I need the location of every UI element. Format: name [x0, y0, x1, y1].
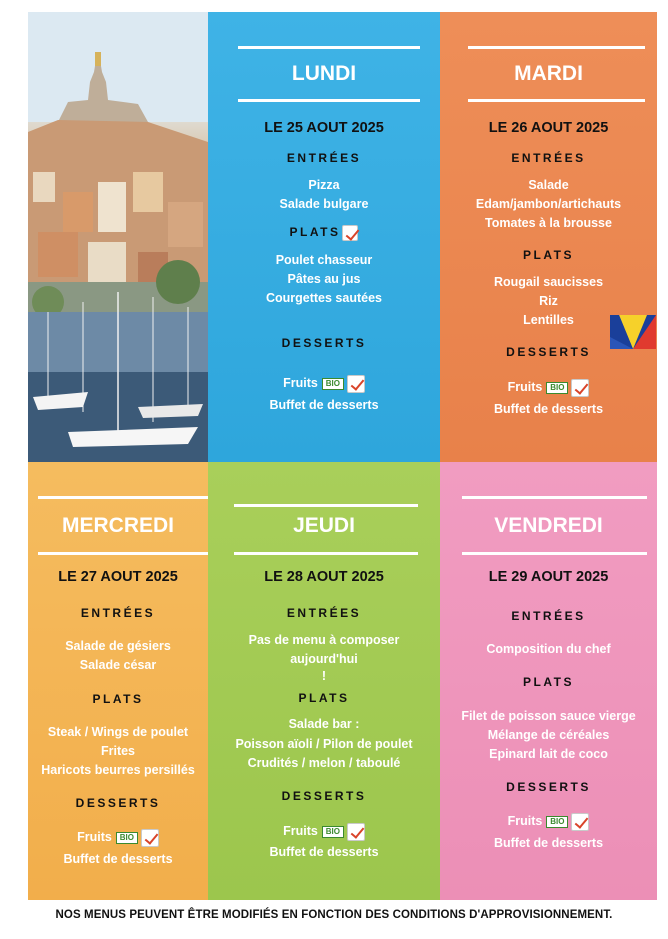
bottom-rule: [234, 552, 418, 555]
entrees-heading: ENTRÉES: [286, 151, 362, 165]
dessert-item: [208, 374, 440, 393]
top-rule: [234, 504, 418, 507]
plat-item: Pâtes au jus: [287, 272, 361, 286]
top-rule: [468, 46, 645, 49]
entree-item: Salade bulgare: [279, 197, 369, 211]
plats-label: PLATS: [289, 225, 341, 240]
top-rule: [462, 496, 647, 499]
footer-notice: NOS MENUS PEUVENT ÊTRE MODIFIÉS EN FONCTION DES CONDITIONS D'APPROVISIONNEMENT.: [55, 909, 613, 921]
reunion-flag-icon: [610, 315, 656, 349]
bio-badge-icon: BIO: [116, 832, 138, 844]
bottom-rule: [468, 99, 645, 102]
entrees-heading: ENTRÉES: [511, 151, 586, 165]
date-label: LE 25 AOUT 2025: [264, 120, 384, 136]
entrees-heading: ENTRÉES: [80, 606, 156, 620]
bio-badge-icon: BIO: [322, 378, 344, 390]
plat-item: Poulet chasseur: [275, 253, 373, 267]
bio-badge-icon: BIO: [546, 816, 568, 828]
bottom-rule: [462, 552, 647, 555]
day-title: JEUDI: [293, 514, 355, 537]
plat-item: Haricots beurres persillés: [41, 763, 195, 777]
plat-item: Mélange de céréales: [487, 728, 610, 742]
checkmark-icon: [347, 823, 365, 841]
plat-item: Poisson aïoli / Pilon de poulet: [235, 737, 413, 751]
plats-heading: [208, 225, 440, 241]
dessert-item: Buffet de desserts: [63, 852, 173, 866]
date-label: LE 28 AOUT 2025: [264, 569, 384, 585]
dessert-item: [28, 828, 208, 847]
entrees-heading: ENTRÉES: [286, 606, 362, 620]
dessert-fruits: Fruits: [77, 830, 112, 844]
checkmark-icon: [571, 379, 589, 397]
dessert-item: Buffet de desserts: [269, 398, 379, 412]
dessert-fruits: Fruits: [507, 380, 543, 394]
plats-heading: PLATS: [92, 692, 144, 706]
date-label: LE 29 AOUT 2025: [488, 569, 609, 585]
plat-item: Salade bar :: [288, 717, 360, 731]
entree-item: Salade de gésiers: [65, 639, 171, 653]
mercredi-panel: [28, 462, 208, 900]
plat-item: Riz: [539, 294, 558, 308]
plat-item: Frites: [100, 744, 136, 758]
date-label: LE 27 AOUT 2025: [58, 569, 178, 585]
dessert-item: [208, 822, 440, 841]
city-harbor-illustration: [28, 12, 208, 462]
desserts-heading: DESSERTS: [281, 789, 367, 803]
desserts-heading: DESSERTS: [75, 796, 161, 810]
entree-item: Composition du chef: [486, 642, 611, 656]
plat-item: Rougail saucisses: [493, 275, 604, 289]
checkmark-icon: [141, 829, 159, 847]
checkmark-icon: [342, 225, 358, 241]
entree-item: Edam/jambon/artichauts: [475, 197, 622, 211]
dessert-item: Buffet de desserts: [493, 402, 604, 416]
bio-badge-icon: BIO: [322, 826, 344, 838]
plat-item: Crudités / melon / taboulé: [247, 756, 401, 770]
plat-item: Steak / Wings de poulet: [47, 725, 189, 739]
entree-item: Salade césar: [79, 658, 157, 672]
top-rule: [38, 496, 208, 499]
bottom-rule: [238, 99, 420, 102]
vendredi-panel: [440, 462, 657, 900]
entree-item: Tomates à la brousse: [485, 216, 612, 230]
plat-item: Filet de poisson sauce vierge: [461, 709, 636, 723]
dessert-item: [440, 812, 657, 831]
checkmark-icon: [347, 375, 365, 393]
plat-item: Epinard lait de coco: [489, 747, 608, 761]
entree-item: Salade: [528, 178, 569, 192]
desserts-heading: DESSERTS: [506, 345, 591, 359]
dessert-item: Buffet de desserts: [493, 836, 604, 850]
date-label: LE 26 AOUT 2025: [488, 120, 609, 136]
entrees-heading: ENTRÉES: [511, 609, 586, 623]
plat-item: Lentilles: [523, 313, 574, 327]
entree-item: Pas de menu à composer: [248, 633, 400, 647]
day-title: MARDI: [514, 62, 583, 85]
entree-item: aujourd'hui: [290, 652, 358, 666]
checkmark-icon: [571, 813, 589, 831]
jeudi-panel: [208, 462, 440, 900]
dessert-fruits: Fruits: [507, 814, 543, 828]
day-title: VENDREDI: [494, 514, 603, 537]
bottom-rule: [38, 552, 208, 555]
mardi-panel: [440, 12, 657, 462]
plat-item: Courgettes sautées: [265, 291, 382, 305]
plats-heading: PLATS: [523, 675, 574, 689]
desserts-heading: DESSERTS: [506, 780, 591, 794]
lundi-panel: [208, 12, 440, 462]
entree-item: Pizza: [308, 178, 340, 192]
dessert-item: [440, 378, 657, 397]
entree-item: !: [321, 669, 327, 683]
top-rule: [238, 46, 420, 49]
dessert-item: Buffet de desserts: [269, 845, 379, 859]
dessert-fruits: Fruits: [283, 824, 318, 838]
bio-badge-icon: BIO: [546, 382, 568, 394]
day-title: LUNDI: [291, 62, 357, 85]
plats-heading: PLATS: [298, 691, 350, 705]
plats-heading: PLATS: [523, 248, 574, 262]
desserts-heading: DESSERTS: [281, 336, 367, 350]
dessert-fruits: Fruits: [283, 376, 318, 390]
marseille-photo: [28, 12, 208, 462]
day-title: MERCREDI: [61, 514, 174, 537]
